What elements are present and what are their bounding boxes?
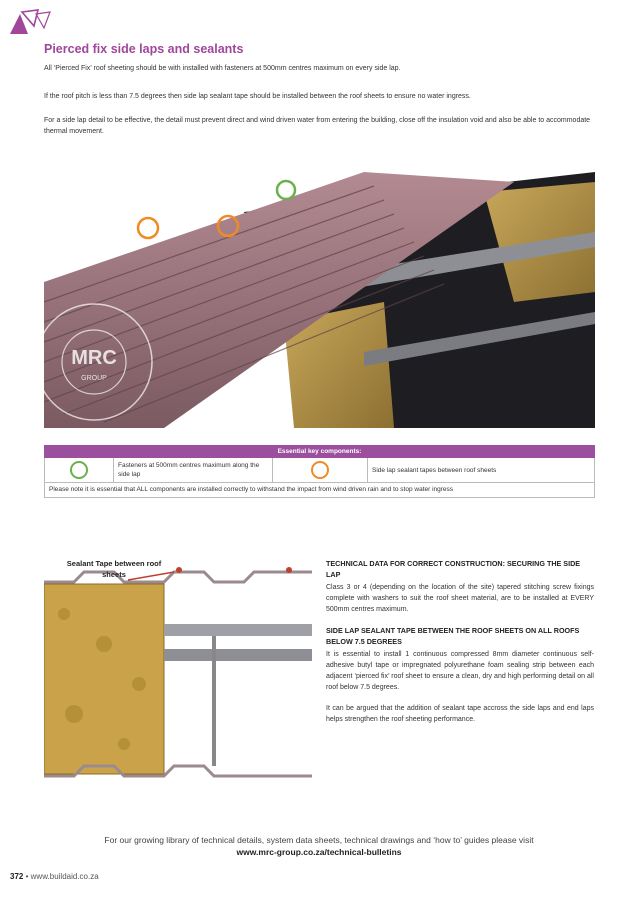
technical-heading-1: TECHNICAL DATA FOR CORRECT CONSTRUCTION: SECURING THE SIDE LAP [326,559,581,579]
side-lap-section-diagram [44,554,312,786]
green-key-label: Fasteners at 500mm centres maximum along the side lap [114,458,273,482]
technical-paragraph-1: Class 3 or 4 (depending on the location of the site) tapered stitching screw fixings complete with washers to suit the roof sheet material, are to be installed at EVERY 500mm centres maximum. [326,584,594,613]
key-components-row [44,458,595,483]
technical-data-section [326,558,594,735]
page-footer [10,872,99,881]
key-components-heading: Essential key components: [44,445,595,458]
page-title: Pierced fix side laps and sealants [44,42,244,56]
technical-paragraph-3: It can be argued that the addition of sealant tape accross the side laps and end laps helps strengthen the roof sheeting performance. [326,705,594,723]
intro-paragraph-3: For a side lap detail to be effective, the detail must prevent direct and wind driven water from entering the building, close off the insulation void and also be able to accommodate thermal movement. [44,117,591,135]
key-components-note: Please note it is essential that ALL components are installed correctly to withstand the impact from wind driven rain and to stop water ingress [44,483,595,498]
orange-key-label: Side lap sealant tapes between roof sheets [372,466,497,474]
page-number: 372 [10,872,24,881]
green-circle-icon [70,461,88,479]
footer [0,834,638,858]
roof-side-lap-illustration [44,152,595,428]
green-key-cell [45,458,114,482]
page-bullet: • [25,872,29,881]
intro-paragraph-1: All ‘Pierced Fix’ roof sheeting should be with installed with fasteners at 500mm centres maximum on every side lap. [44,65,401,72]
technical-heading-2: SIDE LAP SEALANT TAPE BETWEEN THE ROOF SHEETS ON ALL ROOFS BELOW 7.5 DEGREES [326,626,580,646]
watermark-sub: GROUP [81,375,107,382]
footer-link[interactable]: www.mrc-group.co.za/technical-bulletins [236,847,402,857]
watermark-text: MRC [71,347,117,369]
orange-circle-icon [311,461,329,479]
intro-paragraph-2: If the roof pitch is less than 7.5 degrees then side lap sealant tape should be installed between the roof sheets to ensure no water ingress. [44,93,471,100]
sealant-tape-callout: Sealant Tape between roof sheets [66,559,162,579]
site-link[interactable]: www.buildaid.co.za [30,872,99,881]
footer-text: For our growing library of technical details, system data sheets, technical drawings and ‘how to’ guides please visit [104,835,534,845]
technical-paragraph-2: It is essential to install 1 continuous compressed 8mm diameter continuous self-adhesive butyl tape or impregnated polyurethane foam sealing strip between each adjacent ‘pierced fix’ roof sheet to ensure a clean, dry and high performing detail on all roof below 7.5 degrees. [326,651,594,691]
orange-key-cell [273,458,368,482]
buildaid-logo [8,8,52,36]
key-components-table [44,445,595,498]
